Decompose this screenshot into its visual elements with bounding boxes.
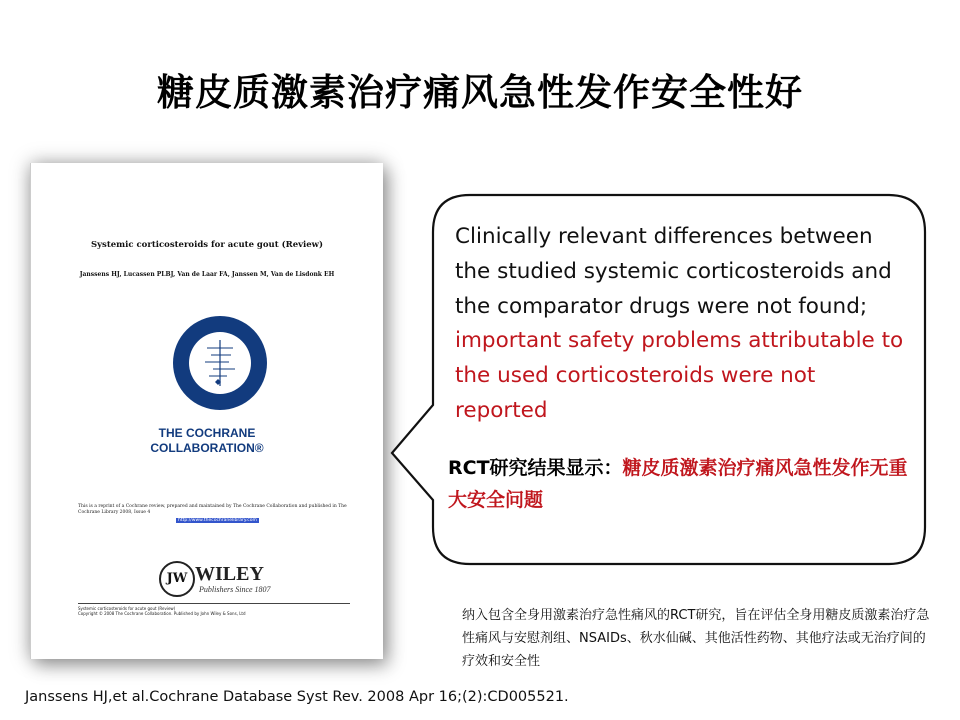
review-authors: Janssens HJ, Lucassen PLBJ, Van de Laar FA, Janssen M, Van de Lisdonk EH (79, 271, 335, 278)
publisher-tagline: Publishers Since 1807 (199, 585, 271, 594)
cochrane-logo-line2: COLLABORATION® (150, 441, 264, 455)
reprint-note: This is a reprint of a Cochrane review, prepared and maintained by The Cochrane Collaboration and published in The Cochrane Library 2008, Issue 4 (78, 504, 347, 515)
citation: Janssens HJ,et al.Cochrane Database Syst Rev. 2008 Apr 16;(2):CD005521. (25, 689, 569, 705)
slide-title: 糖皮质激素治疗痛风急性发作安全性好 (157, 71, 803, 114)
footer-line2: Copyright © 2008 The Cochrane Collaboration. Published by John Wiley & Sons, Ltd (78, 611, 246, 616)
quote-text: Clinically relevant differences between the studied systemic corticosteroids and the comparator drugs were not found; (455, 224, 892, 319)
library-link[interactable]: http://www.thecochranelibrary.com (178, 518, 257, 523)
rct-conclusion-highlight: 糖皮质激素治疗痛风急性发作无重大安全问题 (448, 457, 908, 511)
wiley-logo-icon: JW (159, 561, 195, 597)
footer-line1: Systemic corticosteroids for acute gout (Review) (78, 606, 176, 611)
rct-label: RCT研究结果显示： (448, 457, 623, 479)
rct-conclusion (448, 452, 918, 516)
cochrane-logo-line1: THE COCHRANE (158, 426, 256, 440)
cochrane-quote (455, 220, 905, 429)
study-description: 纳入包含全身用激素治疗急性痛风的RCT研究，旨在评估全身用糖皮质激素治疗急性痛风与安慰剂组、NSAIDs、秋水仙碱、其他活性药物、其他疗法或无治疗间的疗效和安全性 (462, 608, 930, 669)
quote-safety-highlight: important safety problems attributable to the used corticosteroids were not reported (455, 328, 904, 423)
publisher-name: WILEY (195, 563, 264, 585)
review-title: Systemic corticosteroids for acute gout (Review) (90, 240, 324, 250)
